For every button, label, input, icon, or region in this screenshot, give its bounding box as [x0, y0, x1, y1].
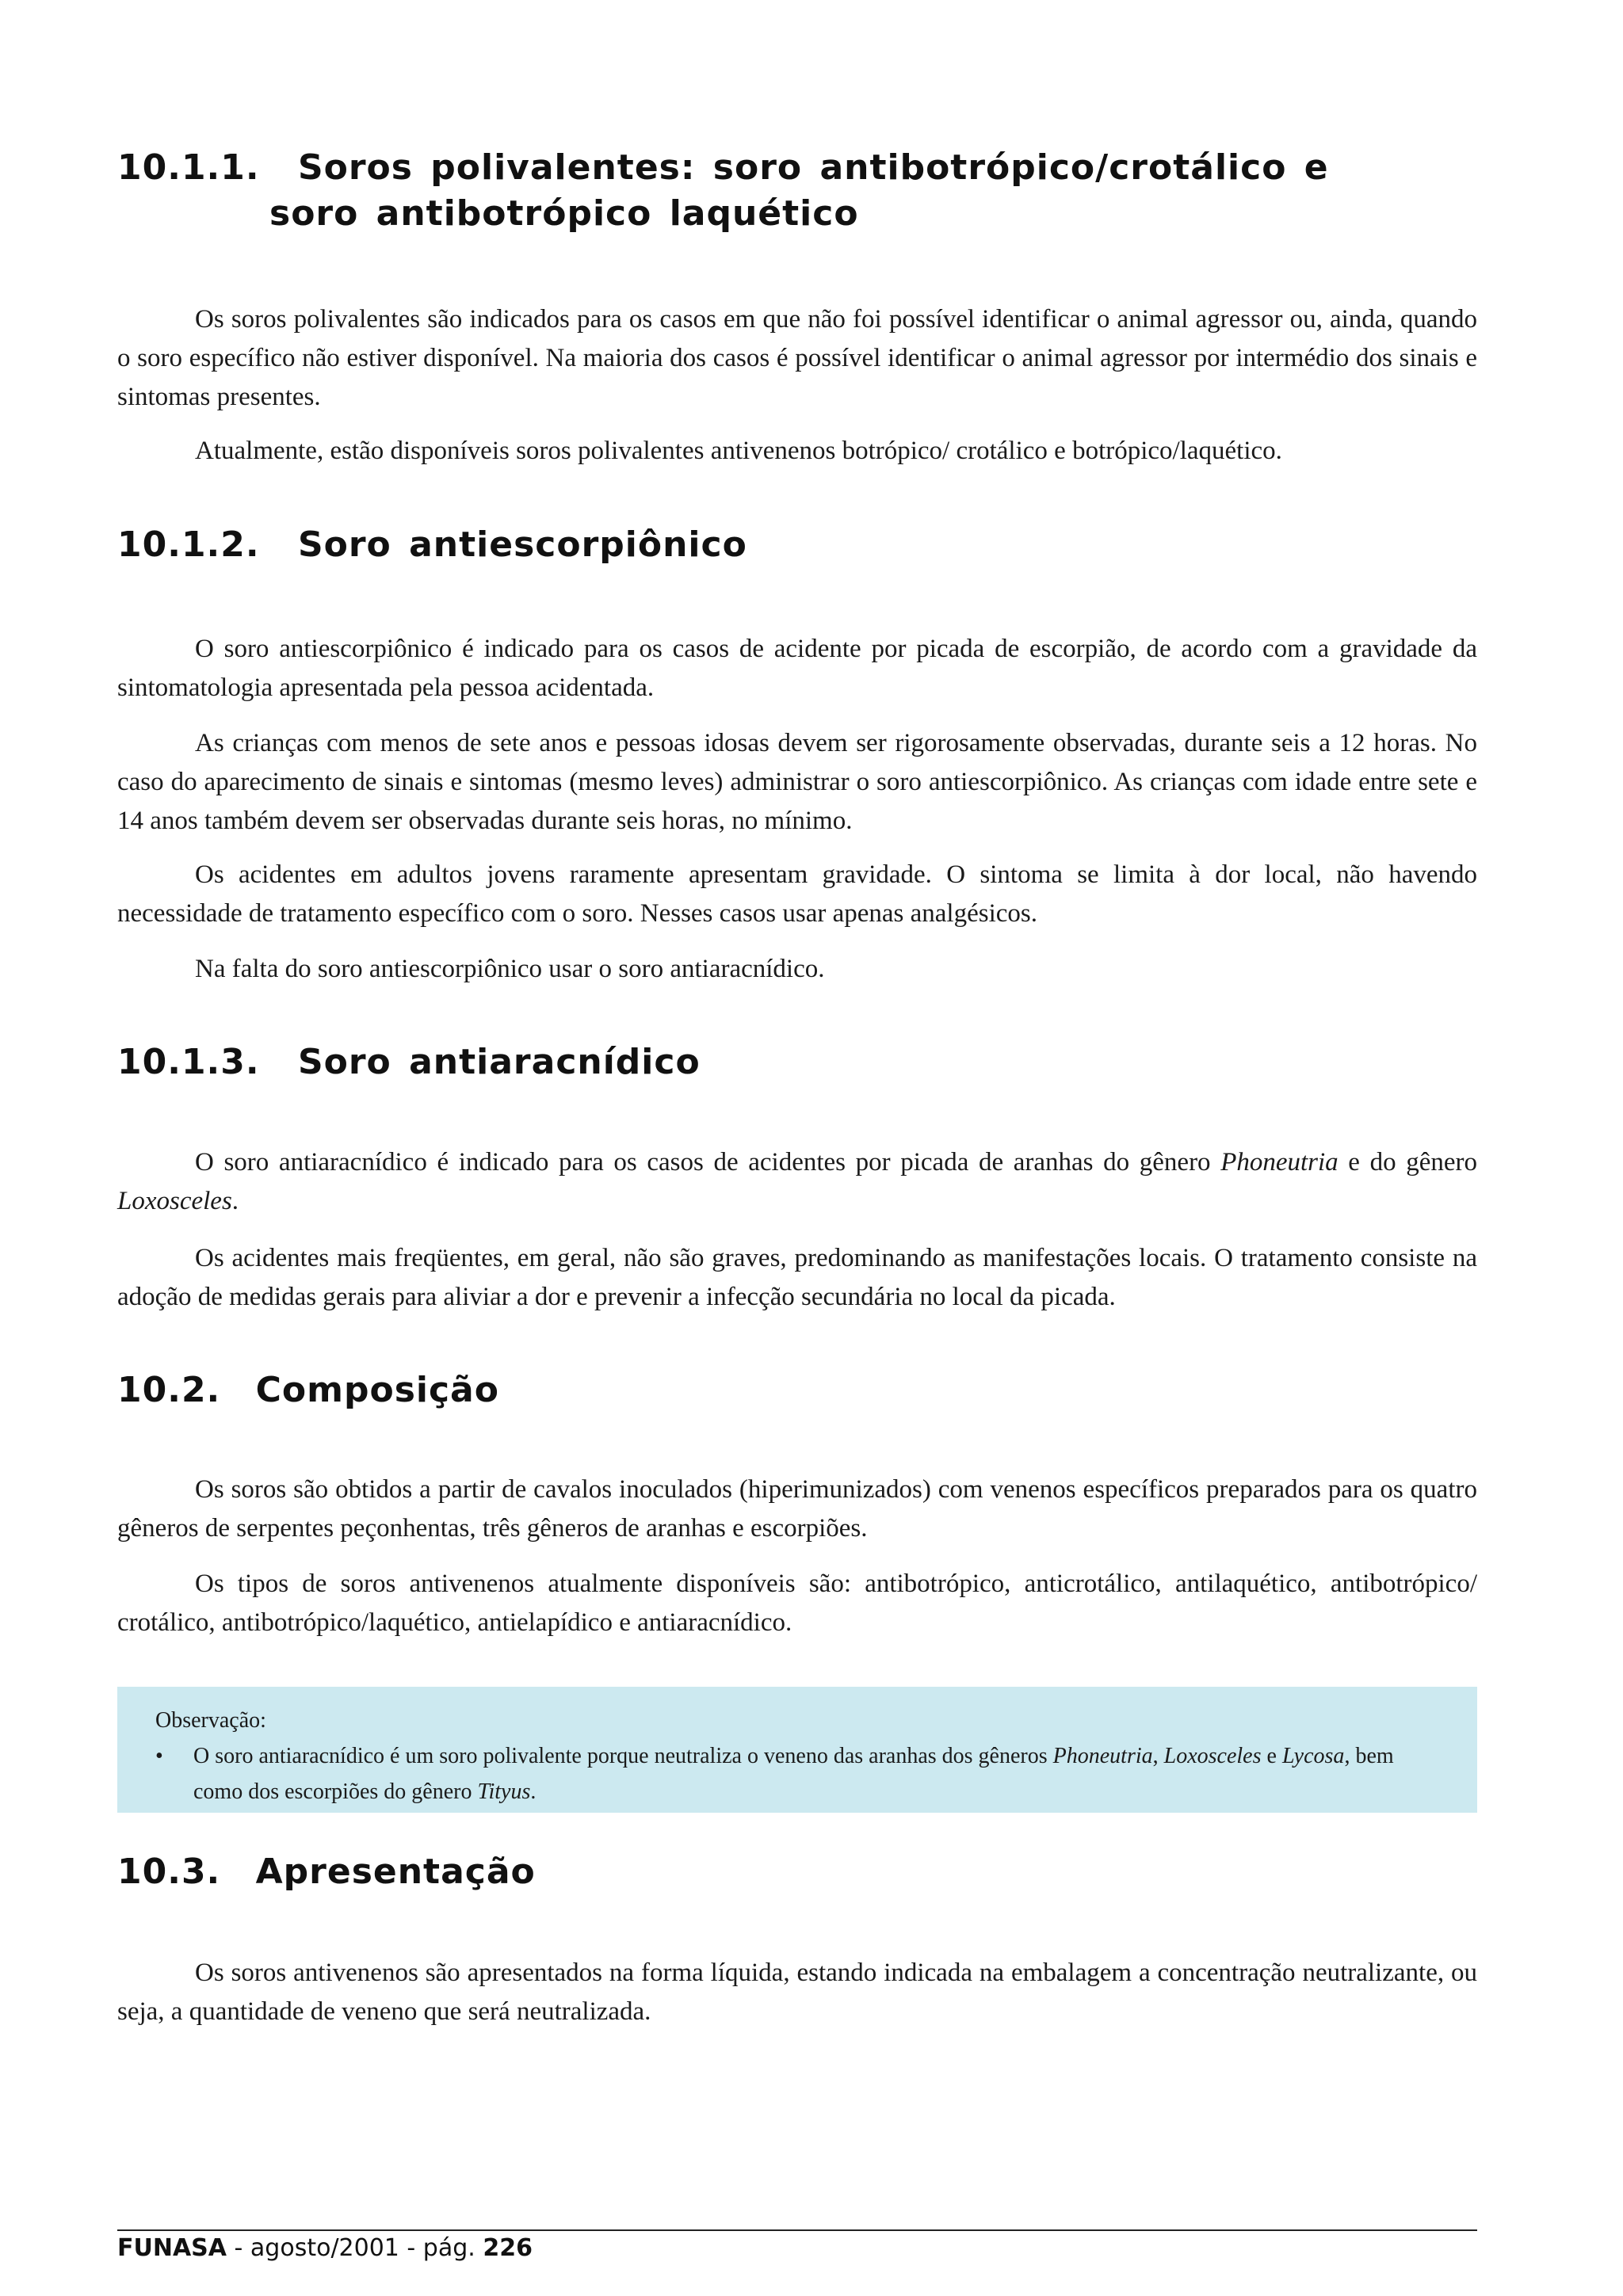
paragraph: Na falta do soro antiescorpiônico usar o soro antiaracnídico.: [195, 955, 825, 983]
observation-item: [155, 1738, 1439, 1810]
bullet-icon: •: [155, 1744, 163, 1768]
heading-title: Soro antiaracnídico: [297, 1042, 701, 1082]
text-run: O soro antiaracnídico é um soro polivalente porque neutraliza o veneno das aranhas dos gêneros: [193, 1744, 1053, 1768]
text-run: .: [530, 1779, 537, 1804]
heading-10-2: [117, 1367, 499, 1413]
text-run: e: [1261, 1744, 1282, 1768]
footer-divider: [117, 2229, 1477, 2231]
heading-number: 10.1.2.: [117, 524, 260, 565]
paragraph: [117, 1143, 1477, 1221]
paragraph: Os soros antivenenos são apresentados na forma líquida, estando indicada na embalagem a concentração neutralizante, ou seja, a quantidade de veneno que será neutralizada.: [117, 1958, 1477, 2026]
document-page: [117, 0, 1477, 2296]
text-run: .: [231, 1187, 239, 1215]
heading-title: Apresentação: [255, 1852, 536, 1892]
heading-number: 10.1.3.: [117, 1042, 260, 1082]
paragraph: Os tipos de soros antivenenos atualmente disponíveis são: antibotrópico, anticrotálico, antilaquético, antibotrópico/ crotálico, antibotrópico/laquético, antielapídico e antiaracnídico.: [117, 1569, 1477, 1637]
text-run: O soro antiaracnídico é indicado para os casos de acidentes por picada de aranhas do gênero: [195, 1148, 1221, 1177]
heading-number: 10.1.1.: [117, 147, 260, 188]
heading-title: Composição: [255, 1370, 499, 1410]
heading-title: Soro antiescorpiônico: [297, 524, 747, 565]
paragraph: Os soros são obtidos a partir de cavalos inoculados (hiperimunizados) com venenos específicos preparados para os quatro gêneros de serpentes peçonhentas, três gêneros de aranhas e escorpiões.: [117, 1475, 1477, 1543]
footer-date: - agosto/2001 - pág.: [227, 2234, 483, 2262]
paragraph: Os acidentes em adultos jovens raramente apresentam gravidade. O sintoma se limita à dor local, não havendo necessidade de tratamento específico com o soro. Nesses casos usar apenas analgésicos.: [117, 860, 1477, 928]
observation-box: [117, 1687, 1477, 1813]
heading-10-1-3: [117, 1039, 701, 1085]
heading-number: 10.2.: [117, 1370, 221, 1410]
genus-name: Phoneutria: [1220, 1148, 1338, 1177]
text-run: ,: [1152, 1744, 1164, 1768]
heading-title-line1: Soros polivalentes: soro antibotrópico/crotálico e: [297, 147, 1329, 188]
paragraph: O soro antiescorpiônico é indicado para os casos de acidente por picada de escorpião, de acordo com a gravidade da sintomatologia apresentada pela pessoa acidentada.: [117, 635, 1477, 702]
genus-name: Phoneutria: [1052, 1744, 1153, 1768]
heading-title-line2: soro antibotrópico laquético: [269, 193, 859, 234]
page-footer: [117, 2233, 533, 2264]
genus-name: Tityus: [477, 1779, 531, 1804]
heading-10-3: [117, 1849, 536, 1895]
paragraph: Atualmente, estão disponíveis soros polivalentes antivenenos botrópico/ crotálico e botrópico/laquético.: [195, 437, 1282, 465]
page-number: 226: [483, 2234, 533, 2262]
heading-10-1-1: [117, 145, 1329, 237]
observation-label: Observação:: [155, 1708, 266, 1733]
text-run: , bem como dos escorpiões do gênero: [193, 1744, 1394, 1804]
text-run: e do gênero: [1338, 1148, 1477, 1177]
paragraph: Os acidentes mais freqüentes, em geral, não são graves, predominando as manifestações locais. O tratamento consiste na adoção de medidas gerais para aliviar a dor e prevenir a infecção secundária no local da picada.: [117, 1244, 1477, 1311]
paragraph: Os soros polivalentes são indicados para os casos em que não foi possível identificar o animal agressor ou, ainda, quando o soro específico não estiver disponível. Na maioria dos casos é possível identificar o animal agressor por intermédio dos sinais e sintomas presentes.: [117, 305, 1477, 411]
genus-name: Loxosceles: [117, 1187, 232, 1215]
genus-name: Lycosa: [1281, 1744, 1345, 1768]
heading-10-1-2: [117, 522, 747, 568]
genus-name: Loxosceles: [1163, 1744, 1262, 1768]
heading-number: 10.3.: [117, 1852, 221, 1892]
footer-brand: FUNASA: [117, 2234, 227, 2262]
paragraph: As crianças com menos de sete anos e pessoas idosas devem ser rigorosamente observadas, durante seis a 12 horas. No caso do aparecimento de sinais e sintomas (mesmo leves) administrar o soro antiescorpiônico. As crianças com idade entre sete e 14 anos também devem ser observadas durante seis horas, no mínimo.: [117, 729, 1477, 835]
